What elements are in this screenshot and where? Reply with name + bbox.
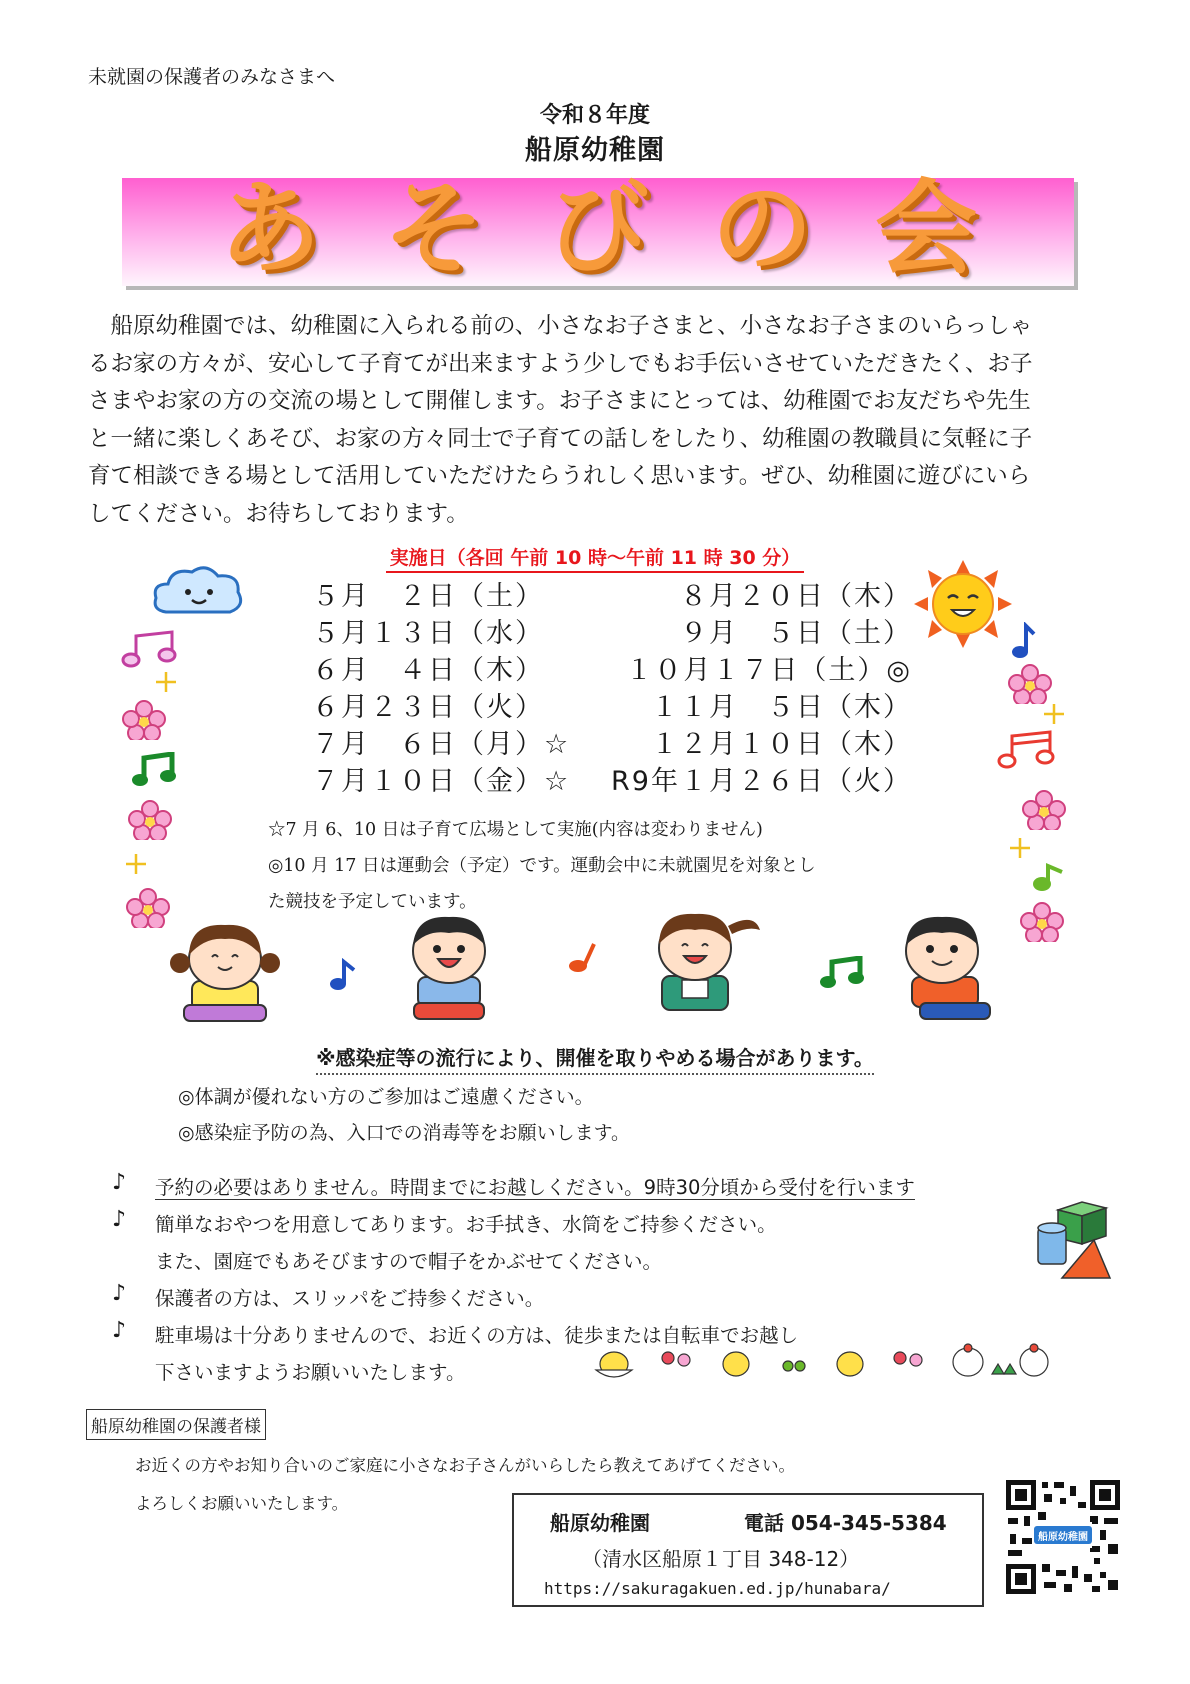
intro-line: と一緒に楽しくあそび、お家の方々同士で子育ての話しをしたり、幼稚園の教職員に気軽に子 xyxy=(88,425,1033,452)
contact-school-name: 船原幼稚園 xyxy=(550,1511,650,1535)
date-item: ７月１０日（金）☆ xyxy=(312,766,571,797)
date-item: １０月１７日（土）◎ xyxy=(625,655,912,686)
date-item: ９月 ５日（土） xyxy=(680,618,912,649)
year-label: 令和８年度 xyxy=(539,103,650,128)
sun-icon xyxy=(908,558,1018,650)
contact-url[interactable]: https://sakuragakuen.ed.jp/hunabara/ xyxy=(544,1579,891,1598)
bullet-text: 予約の必要はありません。時間までにお越しください。9時30分頃から受付を行います xyxy=(155,1176,915,1199)
dates-left-column xyxy=(312,578,570,800)
music-note-icon xyxy=(120,628,182,668)
date-item: R9年１月２６日（火） xyxy=(611,766,912,797)
date-item: ８月２０日（木） xyxy=(680,581,912,612)
child-illustration-icon xyxy=(870,905,1020,1027)
child-illustration-icon xyxy=(380,905,518,1027)
date-item: １２月１０日（木） xyxy=(651,729,912,760)
music-note-icon xyxy=(130,752,178,788)
addressee-line: 未就園の保護者のみなさまへ xyxy=(88,66,336,88)
bullet-text: また、園庭でもあそびますので帽子をかぶせてください。 xyxy=(155,1250,663,1273)
music-note-icon xyxy=(328,958,356,992)
music-note-bullet-icon: ♪ xyxy=(112,1318,127,1343)
note-line: ☆7 月 6、10 日は子育て広場として実施(内容は変わりません) xyxy=(268,820,763,840)
parents-line: よろしくお願いいたします。 xyxy=(135,1494,349,1513)
caution-line: ◎感染症予防の為、入口での消毒等をお願いします。 xyxy=(178,1122,631,1144)
flower-icon xyxy=(1020,902,1064,942)
child-illustration-icon xyxy=(620,900,770,1026)
note-line: た競技を予定しています。 xyxy=(268,892,477,912)
child-illustration-icon xyxy=(150,915,300,1027)
note-line: ◎10 月 17 日は運動会（予定）です。運動会中に未就園児を対象とし xyxy=(268,856,816,876)
music-note-icon xyxy=(1010,622,1036,660)
qr-label: 船原幼稚園 xyxy=(1038,1532,1088,1543)
date-item: ５月 ２日（土） xyxy=(312,581,544,612)
dates-right-column xyxy=(596,578,912,800)
sparkle-icon xyxy=(1042,702,1066,726)
cloud-icon xyxy=(148,562,248,622)
intro-paragraph xyxy=(88,308,1098,533)
music-note-icon xyxy=(996,728,1062,770)
intro-line: さまやお家の方の交流の場として開催します。お子さまにとっては、幼稚園でお友だちや先生 xyxy=(88,388,1031,414)
intro-line: 育て相談できる場として活用していただけたらうれしく思います。ぜひ、幼稚園に遊びにいら xyxy=(88,463,1031,489)
caution-line: ◎体調が優れない方のご参加はご遠慮ください。 xyxy=(178,1086,594,1108)
schedule-heading: 実施日（各回 午前 10 時～午前 11 時 30 分） xyxy=(0,543,1190,570)
date-item: １１月 ５日（木） xyxy=(651,692,912,723)
sparkle-icon xyxy=(124,852,148,876)
toy-blocks-icon xyxy=(1036,1200,1116,1284)
intro-line: るお家の方々が、安心して子育てが出来ますよう少しでもお手伝いさせていただきたく、お子 xyxy=(88,350,1033,377)
school-name: 船原幼稚園 xyxy=(525,135,665,166)
contact-address: （清水区船原１丁目 348-12） xyxy=(582,1547,860,1571)
flower-icon xyxy=(1022,790,1066,830)
sparkle-icon xyxy=(154,670,178,694)
event-title: あそびの会 xyxy=(219,170,1039,289)
bullet-text: 保護者の方は、スリッパをご持参ください。 xyxy=(155,1287,545,1310)
bullet-text: 下さいますようお願いいたします。 xyxy=(155,1361,466,1384)
date-item: ６月 ４日（木） xyxy=(312,655,544,686)
music-note-icon xyxy=(818,956,866,990)
date-item: ７月 ６日（月）☆ xyxy=(312,729,571,760)
sparkle-icon xyxy=(1008,836,1032,860)
music-note-bullet-icon: ♪ xyxy=(112,1170,127,1195)
intro-line: してください。お待ちしております。 xyxy=(88,500,469,527)
date-item: ５月１３日（水） xyxy=(312,618,544,649)
music-note-icon xyxy=(566,940,598,974)
qr-code[interactable] xyxy=(1004,1478,1122,1596)
contact-phone: 電話 054-345-5384 xyxy=(744,1511,947,1535)
parents-line: お近くの方やお知り合いのご家庭に小さなお子さんがいらしたら教えてあげてください。 xyxy=(135,1456,795,1475)
parents-heading-box: 船原幼稚園の保護者様 xyxy=(86,1409,266,1440)
flower-icon xyxy=(122,700,166,740)
music-note-bullet-icon: ♪ xyxy=(112,1207,127,1232)
chick-border-icon xyxy=(588,1340,1066,1382)
cancellation-warning: ※感染症等の流行により、開催を取りやめる場合があります。 xyxy=(0,1042,1190,1071)
intro-line: 船原幼稚園では、幼稚園に入られる前の、小さなお子さまと、小さなお子さまのいらっしゃ xyxy=(88,313,1033,339)
bullet-text: 簡単なおやつを用意してあります。お手拭き、水筒をご持参ください。 xyxy=(155,1213,777,1236)
date-item: ６月２３日（火） xyxy=(312,692,544,723)
bullet-text: 駐車場は十分ありませんので、お近くの方は、徒歩または自転車でお越し xyxy=(155,1324,799,1347)
contact-box xyxy=(512,1493,984,1607)
music-note-bullet-icon: ♪ xyxy=(112,1281,127,1306)
flower-icon xyxy=(1008,664,1052,704)
flower-icon xyxy=(128,800,172,840)
music-note-icon xyxy=(1028,862,1066,892)
